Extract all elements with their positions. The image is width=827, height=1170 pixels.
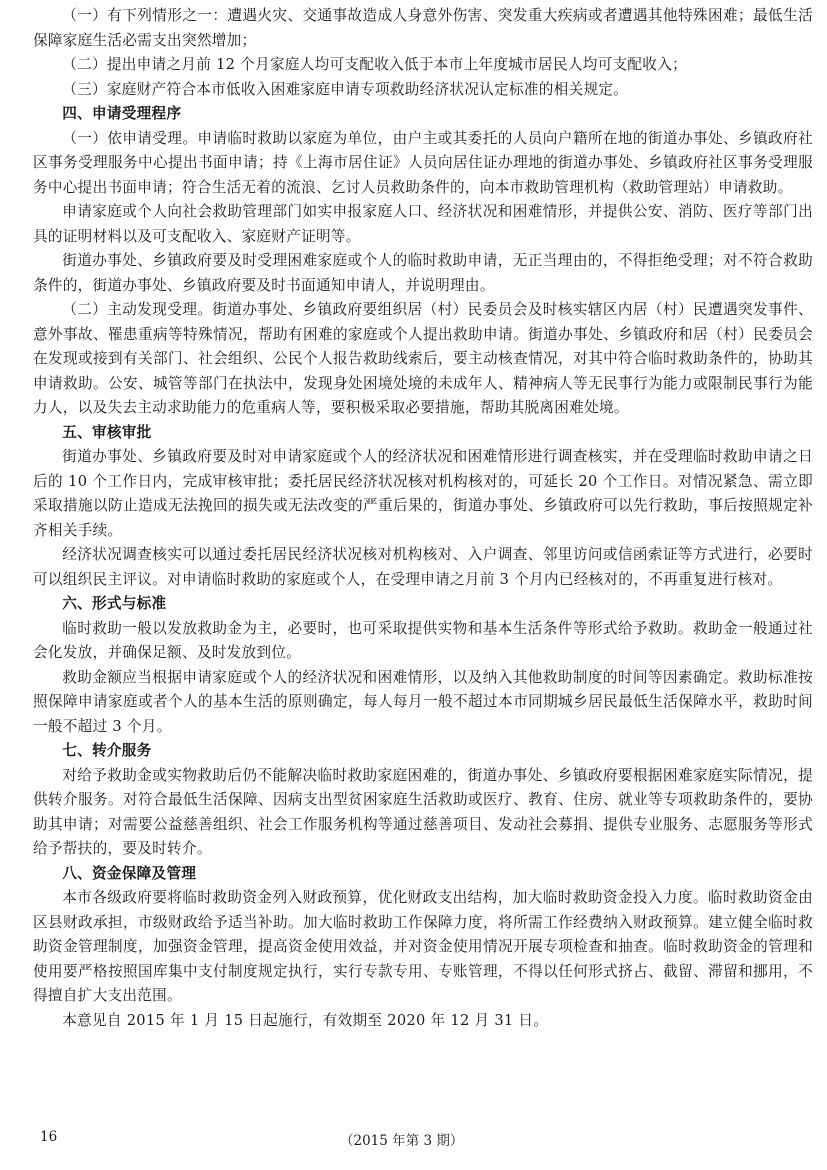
issue-label: （2015 年第 3 期） (340, 1133, 464, 1149)
paragraph-active-discovery: （二）主动发现受理。街道办事处、乡镇政府要组织居（村）民委员会及时核实辖区内居（村）民遭遇突发事件、意外事故、罹患重病等特殊情况，帮助有困难的家庭或个人提出救助申请。街道办事处、乡镇政府和居（村）民委员会在发现或接到有关部门、社会组织、公民个人报告救助线索后，要主动核查情况，对其中符合临时救助条件的，协助其申请救助。公安、城管等部门在执法中，发现身处困境处境的未成年人、精神病人等无民事行为能力或限制民事行为能力人，以及失去主动求助能力的危重病人等，要积极采取必要措施，帮助其脱离困难处境。 (33, 301, 813, 416)
page-number: 16 (40, 1129, 58, 1145)
paragraph-application-acceptance: （一）依申请受理。申请临时救助以家庭为单位，由户主或其委托的人员向户籍所在地的街道办事处、乡镇政府社区事务受理服务中心提出书面申请；持《上海市居住证》人员向居住证办理地的街道办事处、乡镇政府社区事务受理服务中心提出书面申请；符合生活无着的流浪、乞讨人员救助条件的，向本市救助管理机构（救助管理站）申请救助。 (33, 129, 813, 196)
paragraph-declaration: 申请家庭或个人向社会救助管理部门如实申报家庭人口、经济状况和困难情形，并提供公安、消防、医疗等部门出具的证明材料以及可支配收入、家庭财产证明等。 (33, 203, 813, 245)
paragraph-condition-1: （一）有下列情形之一：遭遇火灾、交通事故造成人身意外伤害、突发重大疾病或者遭遇其他特殊困难；最低生活保障家庭生活必需支出突然增加； (33, 7, 813, 49)
paragraph-condition-2: （二）提出申请之月前 12 个月家庭人均可支配收入低于本市上年度城市居民人均可支配收入； (62, 56, 687, 73)
section-heading-funding: 八、资金保障及管理 (62, 864, 197, 882)
paragraph-referral-service: 对给予救助金或实物救助后仍不能解决临时救助家庭困难的，街道办事处、乡镇政府要根据困难家庭实际情况，提供转介服务。对符合最低生活保障、因病支出型贫困家庭生活救助或医疗、教育、住房、就业等专项救助条件的，要协助其申请；对需要公益慈善组织、社会工作服务机构等通过慈善项目、发动社会募捐、提供专业服务、志愿服务等形式给予帮扶的，要及时转介。 (33, 766, 813, 857)
paragraph-economic-verification: 经济状况调查核实可以通过委托居民经济状况核对机构核对、入户调查、邻里访问或信函索证等方式进行，必要时可以组织民主评议。对申请临时救助的家庭或个人，在受理申请之月前 3 个月内已经核对的，不再重复进行核对。 (33, 546, 813, 588)
paragraph-relief-form: 临时救助一般以发放救助金为主，必要时，也可采取提供实物和基本生活条件等形式给予救助。救助金一般通过社会化发放，并确保足额、及时发放到位。 (33, 619, 813, 661)
section-heading-form-standard: 六、形式与标准 (62, 595, 167, 612)
document-body (33, 4, 813, 1033)
paragraph-condition-3: （三）家庭财产符合本市低收入困难家庭申请专项救助经济状况认定标准的相关规定。 (62, 80, 629, 98)
paragraph-effective-date: 本意见自 2015 年 1 月 15 日起施行，有效期至 2020 年 12 月 31 日。 (62, 1011, 549, 1029)
section-heading-application: 四、申请受理程序 (62, 105, 182, 122)
section-heading-review: 五、审核审批 (62, 423, 152, 441)
paragraph-funding-management: 本市各级政府要将临时救助资金列入财政预算，优化财政支出结构，加大临时救助资金投入力度。临时救助资金由区县财政承担，市级财政给予适当补助。加大临时救助工作保障力度，将所需工作经费纳入财政预算。建立健全临时救助资金管理制度，加强资金管理，提高资金使用效益，并对资金使用情况开展专项检查和抽查。临时救助资金的管理和使用要严格按照国库集中支付制度规定执行，实行专款专用、专账管理，不得以任何形式挤占、截留、滞留和挪用，不得擅自扩大支出范围。 (33, 889, 813, 1004)
page-footer (0, 1129, 827, 1149)
paragraph-relief-amount: 救助金额应当根据申请家庭或个人的经济状况和困难情形，以及纳入其他救助制度的时间等因素确定。救助标准按照保障申请家庭或者个人的基本生活的原则确定，每人每月一般不超过本市同期城乡居民最低生活保障水平，救助时间一般不超过 3 个月。 (33, 668, 813, 735)
paragraph-review-approval: 街道办事处、乡镇政府要及时对申请家庭或个人的经济状况和困难情形进行调查核实，并在受理临时救助申请之日后的 10 个工作日内，完成审核审批；委托居民经济状况核对机构核对的，可延长 20 个工作日。对情况紧急、需立即采取措施以防止造成无法挽回的损失或无法改变的严重后果的，街道办事处、乡镇政府可以先行救助，事后按照规定补齐相关手续。 (33, 448, 813, 539)
section-heading-referral: 七、转介服务 (62, 742, 152, 759)
paragraph-timely-acceptance: 街道办事处、乡镇政府要及时受理困难家庭或个人的临时救助申请，无正当理由的，不得拒绝受理；对不符合救助条件的，街道办事处、乡镇政府要及时书面通知申请人，并说明理由。 (33, 252, 813, 294)
